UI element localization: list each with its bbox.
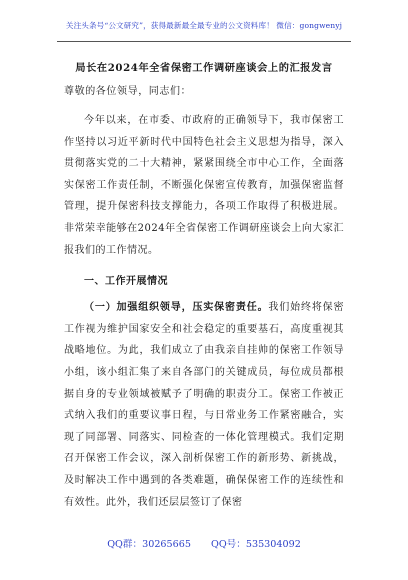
qq-group-number: 30265665 — [142, 539, 191, 550]
section-heading-work-progress: 一、工作开展情况 — [84, 276, 168, 288]
salutation: 尊敬的各位领导，同志们： — [64, 86, 192, 97]
intro-paragraph: 今年以来，在市委、市政府的正确领导下，我市保密工作坚持以习近平新时代中国特色社会主义思想为指导，深入贯彻落实党的二十大精神，紧紧围绕全市中心工作，全面落实保密工作责任制，不断强化保密宣传教育，加强保密监督管理，提升保密科技支撑能力，各项工作取得了积极进展。非常荣幸能够在2024年全省保密工作调研座谈会上向大家汇报我们的工作情况。 — [64, 115, 344, 256]
footer-contact — [0, 536, 408, 550]
qq-group-label: QQ群： — [107, 539, 143, 550]
subsection-paragraph — [64, 297, 344, 513]
subsection-heading: （一）加强组织领导，压实保密责任。 — [84, 302, 269, 314]
subsection-body: 我们始终将保密工作视为维护国家安全和社会稳定的重要基石，高度重视其战略地位。为此，我们成立了由我亲自挂帅的保密工作领导小组，该小组汇集了来自各部门的关键成员，每位成员都根据自身的专业领域被赋予了明确的职责分工。保密工作被正式纳入我们的重要议事日程，与日常业务工作紧密融合，实现了同部署、同落实、同检查的一体化管理模式。我们定期召开保密工作会议，深入剖析保密工作的新形势、新挑战，及时解决工作中遇到的各类难题，确保保密工作的连续性和有效性。此外，我们还层层签订了保密 — [64, 302, 345, 508]
document-body — [64, 60, 344, 513]
qq-label: QQ号： — [210, 539, 246, 550]
document-title: 局长在2024年全省保密工作调研座谈会上的汇报发言 — [75, 62, 333, 74]
header-divider — [57, 41, 351, 42]
qq-number: 535304092 — [245, 539, 301, 550]
header-banner: 关注头条号“公文研究”，获得最新最全最专业的公文资料库！ 微信：gongwenyj — [65, 21, 343, 30]
